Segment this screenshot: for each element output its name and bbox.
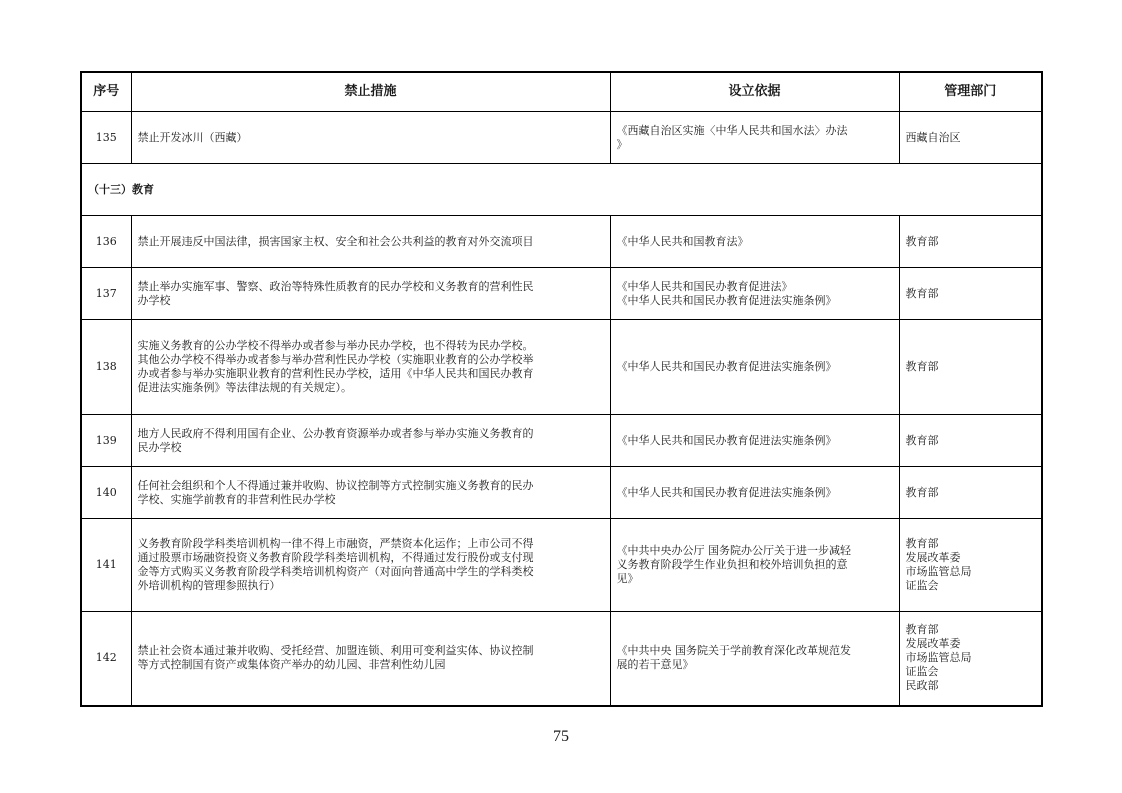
department-cell-line: 民政部	[905, 679, 939, 693]
department-cell	[899, 519, 1042, 612]
department-cell-line: 教育部	[905, 623, 939, 637]
header-basis: 设立依据	[610, 72, 899, 112]
basis-cell	[610, 112, 899, 164]
measure-cell-line: 任何社会组织和个人不得通过兼并收购、协议控制等方式控制实施义务教育的民办	[137, 478, 534, 492]
measure-cell	[131, 216, 610, 268]
table-body	[81, 112, 1042, 706]
section-title: （十三）教育	[81, 164, 1042, 216]
row-number: 136	[81, 216, 131, 268]
measure-cell-line: 办或者参与举办实施职业教育的营利性民办学校，适用《中华人民共和国民办教育	[137, 367, 534, 380]
row-number: 139	[81, 415, 131, 467]
basis-cell-line: 见》	[616, 572, 639, 585]
measure-cell	[131, 519, 610, 612]
department-cell	[899, 320, 1042, 415]
page-number: 75	[553, 728, 569, 745]
table-row	[81, 320, 1042, 415]
basis-cell-line: 《中共中央办公厅 国务院办公厅关于进一步减轻	[616, 544, 851, 557]
basis-cell	[610, 320, 899, 415]
row-number: 140	[81, 467, 131, 519]
basis-cell-line: 《中华人民共和国民办教育促进法实施条例》	[616, 485, 837, 499]
row-number: 141	[81, 519, 131, 612]
measure-cell-line: 禁止开展违反中国法律，损害国家主权、安全和社会公共利益的教育对外交流项目	[137, 234, 534, 248]
basis-cell	[610, 519, 899, 612]
measure-cell-line: 学校、实施学前教育的非营利性民办学校	[137, 492, 336, 506]
measure-cell-line: 通过股票市场融资投资义务教育阶段学科类培训机构，不得通过发行股份或支付现	[137, 551, 534, 564]
basis-cell-line: 《中华人民共和国民办教育促进法》	[616, 279, 793, 293]
department-cell	[899, 268, 1042, 320]
table-row	[81, 112, 1042, 164]
table-header-row	[81, 72, 1042, 112]
header-index: 序号	[81, 72, 131, 112]
table-row	[81, 612, 1042, 706]
measure-cell	[131, 320, 610, 415]
department-cell	[899, 112, 1042, 164]
measure-cell-line: 禁止社会资本通过兼并收购、受托经营、加盟连锁、利用可变利益实体、协议控制	[137, 644, 534, 658]
department-cell-line: 发展改革委	[905, 637, 961, 651]
department-cell-line: 教育部	[905, 360, 939, 373]
department-cell-line: 教育部	[905, 234, 939, 248]
table-row	[81, 268, 1042, 320]
measure-cell-line: 外培训机构的管理参照执行）	[137, 579, 281, 592]
basis-cell-line: 《中华人民共和国民办教育促进法实施条例》	[616, 433, 837, 447]
row-number: 137	[81, 268, 131, 320]
basis-cell	[610, 612, 899, 706]
measure-cell-line: 禁止开发冰川（西藏）	[137, 130, 248, 144]
table-row	[81, 216, 1042, 268]
basis-cell-line: 《中华人民共和国民办教育促进法实施条例》	[616, 293, 837, 307]
table-row	[81, 519, 1042, 612]
basis-cell-line: 》	[616, 137, 628, 151]
measure-cell-line: 等方式控制国有资产或集体资产举办的幼儿园、非营利性幼儿园	[137, 658, 446, 672]
department-cell-line: 市场监管总局	[905, 565, 972, 578]
measure-cell-line: 其他公办学校不得举办或者参与举办营利性民办学校（实施职业教育的公办学校举	[137, 353, 534, 366]
row-number: 142	[81, 612, 131, 706]
row-number: 135	[81, 112, 131, 164]
department-cell-line: 教育部	[905, 286, 939, 300]
department-cell	[899, 612, 1042, 706]
basis-cell	[610, 415, 899, 467]
department-cell-line: 西藏自治区	[905, 130, 961, 144]
measure-cell	[131, 467, 610, 519]
measure-cell	[131, 268, 610, 320]
basis-cell-line: 《中华人民共和国教育法》	[616, 234, 749, 248]
basis-cell-line: 展的若干意见》	[616, 658, 694, 672]
department-cell	[899, 467, 1042, 519]
prohibition-table	[80, 71, 1043, 707]
measure-cell	[131, 612, 610, 706]
table-row	[81, 415, 1042, 467]
measure-cell-line: 民办学校	[137, 440, 182, 454]
measure-cell-line: 义务教育阶段学科类培训机构一律不得上市融资，严禁资本化运作；上市公司不得	[137, 537, 534, 550]
department-cell-line: 教育部	[905, 433, 939, 447]
department-cell-line: 证监会	[905, 665, 939, 679]
section-row	[81, 164, 1042, 216]
row-number: 138	[81, 320, 131, 415]
basis-cell-line: 《中华人民共和国民办教育促进法实施条例》	[616, 360, 837, 373]
department-cell-line: 教育部	[905, 485, 939, 499]
measure-cell-line: 实施义务教育的公办学校不得举办或者参与举办民办学校，也不得转为民办学校。	[137, 339, 534, 352]
basis-cell-line: 《西藏自治区实施〈中华人民共和国水法〉办法	[616, 123, 848, 137]
measure-cell-line: 促进法实施条例》等法律法规的有关规定）。	[137, 381, 352, 394]
department-cell	[899, 216, 1042, 268]
measure-cell	[131, 415, 610, 467]
department-cell-line: 证监会	[905, 579, 939, 592]
measure-cell-line: 地方人民政府不得利用国有企业、公办教育资源举办或者参与举办实施义务教育的	[137, 426, 534, 440]
table-row	[81, 467, 1042, 519]
header-measure: 禁止措施	[131, 72, 610, 112]
department-cell	[899, 415, 1042, 467]
basis-cell-line: 《中共中央 国务院关于学前教育深化改革规范发	[616, 644, 851, 658]
measure-cell-line: 办学校	[137, 293, 171, 307]
measure-cell-line: 禁止举办实施军事、警察、政治等特殊性质教育的民办学校和义务教育的营利性民	[137, 279, 534, 293]
basis-cell	[610, 467, 899, 519]
header-department: 管理部门	[899, 72, 1042, 112]
basis-cell	[610, 216, 899, 268]
department-cell-line: 发展改革委	[905, 551, 961, 564]
basis-cell-line: 义务教育阶段学生作业负担和校外培训负担的意	[616, 558, 848, 571]
measure-cell	[131, 112, 610, 164]
measure-cell-line: 金等方式购买义务教育阶段学科类培训机构资产（对面向普通高中学生的学科类校	[137, 565, 534, 578]
basis-cell	[610, 268, 899, 320]
department-cell-line: 教育部	[905, 537, 939, 550]
department-cell-line: 市场监管总局	[905, 651, 972, 665]
